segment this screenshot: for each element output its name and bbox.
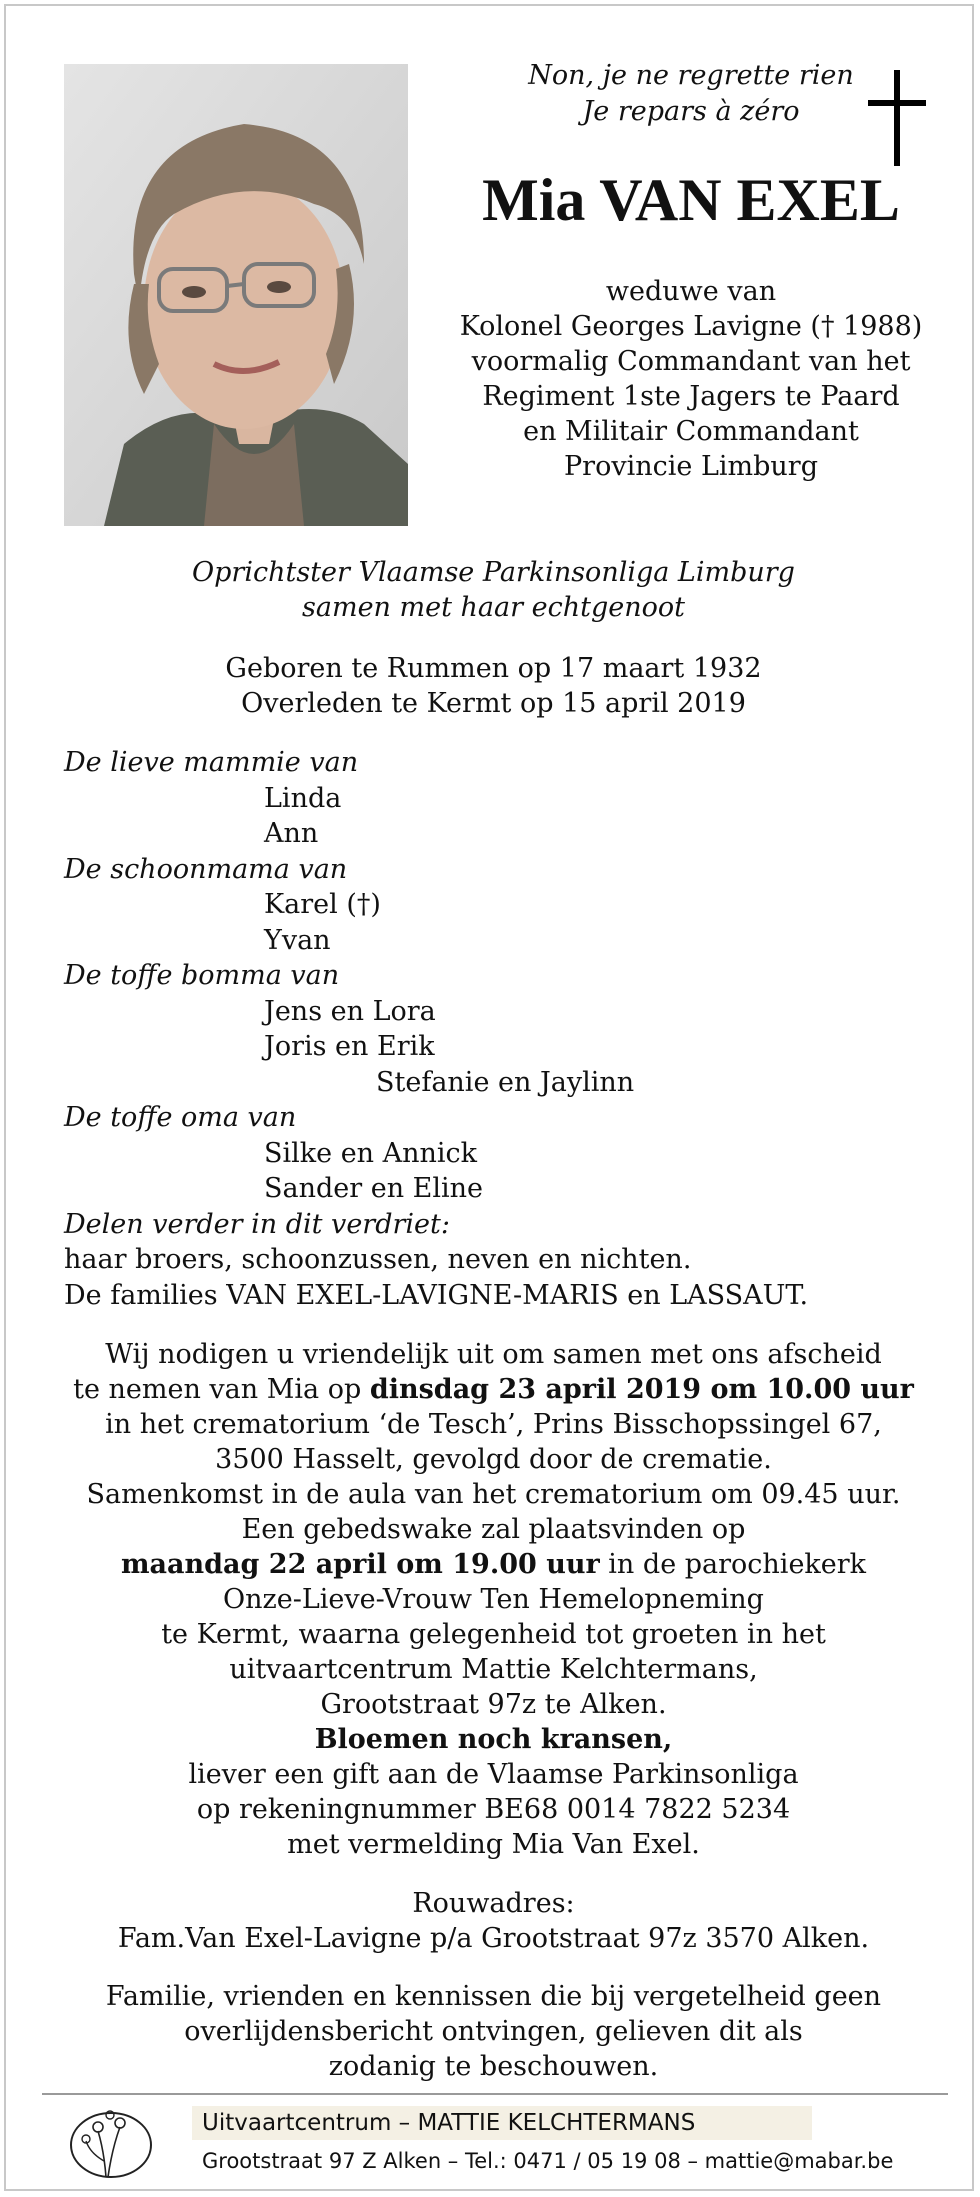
ceremony-line: uitvaartcentrum Mattie Kelchtermans, (229, 1654, 758, 1685)
family-label: Delen verder in dit verdriet: (64, 1208, 450, 1240)
founder-block (46, 555, 941, 625)
rouwadres-block (46, 1886, 941, 1956)
ceremony-line: Een gebedswake zal plaatsvinden op (241, 1514, 746, 1545)
family-label: De lieve mammie van (64, 747, 359, 778)
ceremony-line: Wij nodigen u vriendelijk uit om samen met ons afscheid (105, 1339, 882, 1370)
ceremony-date: dinsdag 23 april 2019 om 10.00 uur (369, 1374, 914, 1405)
ceremony-text: in de parochiekerk (599, 1549, 867, 1580)
ceremony-line: Samenkomst in de aula van het crematorium om 09.45 uur. (86, 1479, 901, 1510)
widow-line: en Militair Commandant (523, 416, 859, 447)
family-member: Yvan (264, 924, 331, 956)
funeral-home-name: Uitvaartcentrum – MATTIE KELCHTERMANS (192, 2106, 812, 2140)
closing-line: overlijdensbericht ontvingen, gelieven dit als (184, 2016, 803, 2047)
footer-divider (42, 2093, 948, 2095)
share-line: De families VAN EXEL-LAVIGNE-MARIS en LASSAUT. (64, 1279, 809, 1311)
ceremony-line (46, 1722, 941, 1757)
family-member: Silke en Annick (264, 1137, 478, 1169)
family-label: De toffe bomma van (64, 960, 340, 991)
share-line: haar broers, schoonzussen, neven en nichten. (64, 1244, 692, 1275)
wake-date: maandag 22 april om 19.00 uur (120, 1549, 600, 1580)
motto-line: Je repars à zéro (582, 96, 800, 127)
widow-of-block (426, 274, 956, 484)
family-block (64, 745, 944, 1313)
rouwadres-address: Fam.Van Exel-Lavigne p/a Grootstraat 97z 3570 Alken. (117, 1923, 870, 1954)
ceremony-line (46, 1547, 941, 1582)
ceremony-line: liever een gift aan de Vlaamse Parkinsonliga (188, 1759, 799, 1790)
funeral-home-address: Grootstraat 97 Z Alken – Tel.: 0471 / 05 19 08 – mattie@mabar.be (202, 2149, 894, 2173)
ceremony-line: Grootstraat 97z te Alken. (320, 1689, 667, 1720)
birth-line: Geboren te Rummen op 17 maart 1932 (225, 653, 762, 684)
closing-block (46, 1979, 941, 2084)
ceremony-line: met vermelding Mia Van Exel. (287, 1829, 700, 1860)
ceremony-text: te nemen van Mia op (73, 1374, 370, 1405)
family-label: De toffe oma van (64, 1102, 297, 1133)
widow-line: Provincie Limburg (564, 451, 818, 482)
deceased-name: Mia VAN EXEL (482, 167, 900, 233)
family-member: Joris en Erik (264, 1031, 435, 1062)
ceremony-line: Onze-Lieve-Vrouw Ten Hemelopneming (223, 1584, 764, 1615)
founder-line: samen met haar echtgenoot (302, 592, 685, 623)
family-label: De schoonmama van (64, 853, 348, 885)
death-line: Overleden te Kermt op 15 april 2019 (241, 688, 746, 719)
widow-line: weduwe van (605, 276, 777, 307)
ceremony-line: te Kermt, waarna gelegenheid tot groeten in het (161, 1619, 826, 1650)
portrait-photo (64, 64, 408, 526)
ceremony-line (46, 1372, 941, 1407)
ceremony-block (46, 1337, 941, 1862)
family-member: Jens en Lora (264, 995, 436, 1027)
closing-line: Familie, vrienden en kennissen die bij vergetelheid geen (105, 1981, 882, 2012)
flower-logo-icon (68, 2101, 154, 2181)
widow-line: voormalig Commandant van het (471, 346, 911, 377)
obituary-card (4, 4, 974, 2191)
rouwadres-label: Rouwadres: (412, 1888, 575, 1919)
ceremony-line: op rekeningnummer BE68 0014 7822 5234 (196, 1794, 791, 1825)
life-dates (46, 651, 941, 721)
motto-line: Non, je ne regrette rien (528, 60, 854, 91)
no-flowers: Bloemen noch kransen, (314, 1724, 673, 1755)
family-member: Karel (†) (264, 889, 381, 920)
family-member: Linda (264, 782, 342, 814)
widow-line: Regiment 1ste Jagers te Paard (482, 381, 900, 412)
family-member: Ann (264, 818, 319, 849)
ceremony-line: in het crematorium ‘de Tesch’, Prins Bisschopssingel 67, (105, 1409, 882, 1440)
widow-line: Kolonel Georges Lavigne († 1988) (459, 311, 923, 342)
ceremony-line: 3500 Hasselt, gevolgd door de crematie. (215, 1444, 772, 1475)
portrait-illustration (64, 64, 408, 526)
family-member: Stefanie en Jaylinn (376, 1066, 635, 1098)
motto (436, 58, 946, 130)
closing-line: zodanig te beschouwen. (328, 2051, 659, 2082)
family-member: Sander en Eline (264, 1173, 484, 1204)
founder-line: Oprichtster Vlaamse Parkinsonliga Limburg (192, 557, 795, 588)
